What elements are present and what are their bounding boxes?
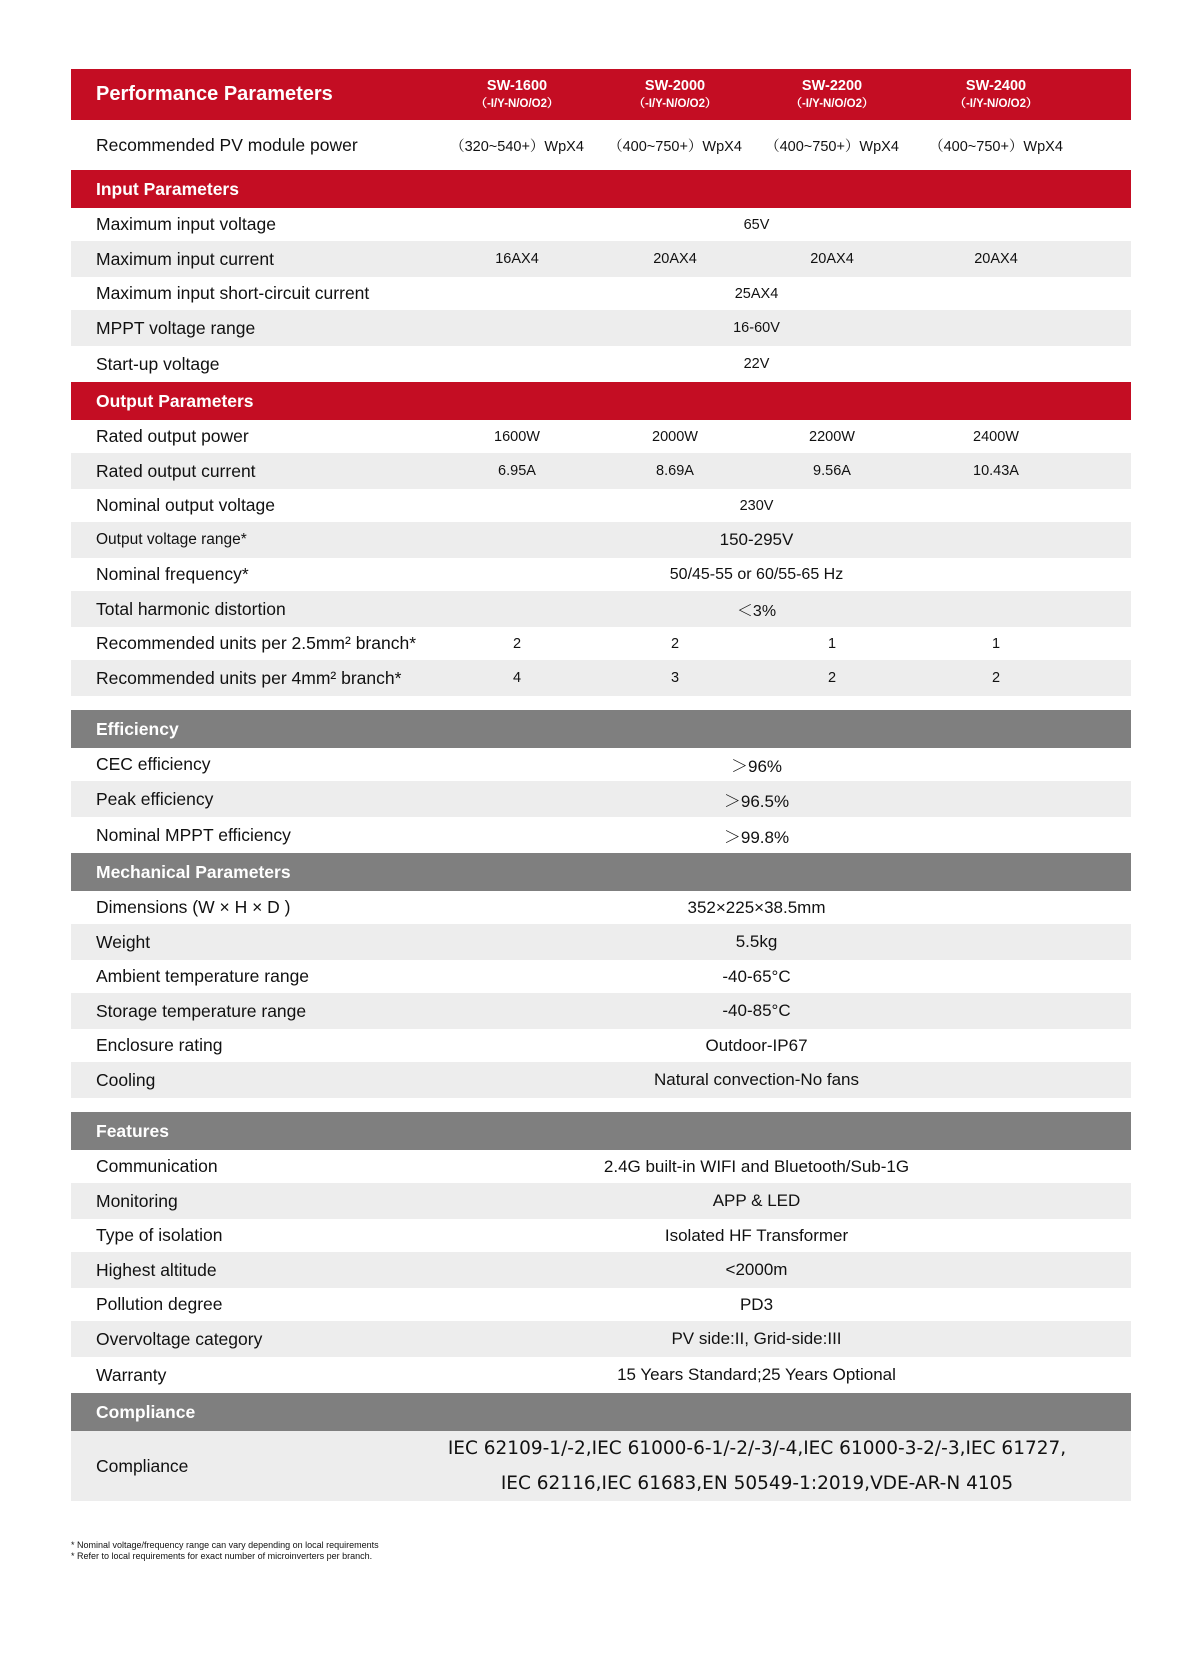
row-label: Rated output power	[96, 426, 249, 446]
row-value: 20AX4	[974, 251, 1018, 267]
table-row	[71, 817, 1131, 853]
row-value: 9.56A	[813, 463, 851, 479]
row-label: Output voltage range*	[96, 531, 247, 548]
table-row	[71, 1252, 1131, 1288]
row-value: 2000W	[652, 428, 698, 445]
table-row	[71, 420, 1131, 453]
row-value: 50/45-55 or 60/55-65 Hz	[669, 565, 844, 583]
row-label: Warranty	[96, 1364, 167, 1385]
model-column-1	[437, 78, 597, 111]
row-value: 2.4G built-in WIFI and Bluetooth/Sub-1G	[603, 1156, 910, 1176]
row-label: Recommended PV module power	[96, 134, 358, 155]
row-value: ＞96.5%	[723, 791, 790, 811]
table-row	[71, 1062, 1131, 1098]
row-value: （320~540+）WpX4	[450, 138, 584, 155]
row-value: 10.43A	[973, 463, 1019, 479]
row-value: 16-60V	[733, 320, 780, 336]
row-value: 8.69A	[656, 463, 694, 479]
section-title: Output Parameters	[96, 390, 254, 411]
row-label: Nominal output voltage	[96, 495, 275, 515]
section-title: Features	[96, 1120, 169, 1141]
row-value: PV side:II, Grid-side:III	[671, 1329, 842, 1348]
row-label: Type of isolation	[96, 1225, 223, 1245]
input-section-header	[71, 170, 1131, 208]
output-section-header	[71, 382, 1131, 420]
row-value: 352×225×38.5mm	[687, 897, 826, 917]
table-row	[71, 1219, 1131, 1252]
row-value: 1	[991, 635, 1001, 652]
model-name: SW-2000	[644, 78, 706, 94]
row-value: 2400W	[973, 428, 1019, 445]
row-value: 1600W	[494, 428, 540, 445]
row-label: Recommended units per 4mm² branch*	[96, 667, 402, 688]
row-label: Ambient temperature range	[96, 966, 310, 986]
footnote: * Refer to local requirements for exact number of microinverters per branch.	[71, 1551, 373, 1561]
table-row	[71, 781, 1131, 817]
row-value: Natural convection-No fans	[653, 1070, 860, 1089]
row-value: -40-85°C	[722, 1001, 791, 1020]
model-column-4	[916, 78, 1076, 111]
row-label: Total harmonic distortion	[96, 598, 286, 619]
table-row	[71, 241, 1131, 277]
table-row	[71, 558, 1131, 591]
section-title: Input Parameters	[96, 178, 239, 199]
model-name: SW-2200	[801, 78, 863, 94]
row-value: 16AX4	[495, 251, 539, 267]
row-value: 1	[827, 635, 837, 652]
row-value: <2000m	[725, 1260, 788, 1279]
table-row	[71, 660, 1131, 696]
table-row	[71, 489, 1131, 522]
row-value: 5.5kg	[735, 932, 778, 951]
row-value: （400~750+）WpX4	[608, 138, 742, 155]
row-value: 15 Years Standard;25 Years Optional	[617, 1365, 896, 1384]
row-label: Start-up voltage	[96, 353, 220, 374]
spec-sheet	[71, 69, 1131, 1501]
compliance-row	[71, 1431, 1131, 1501]
row-label: Enclosure rating	[96, 1035, 223, 1055]
section-gap	[71, 1098, 1131, 1112]
table-row	[71, 993, 1131, 1029]
table-row	[71, 208, 1131, 241]
compliance-line-1: IEC 62109-1/-2,IEC 61000-6-1/-2/-3/-4,IEC 61000-3-2/-3,IEC 61727,	[447, 1438, 1067, 1459]
row-label: Rated output current	[96, 460, 256, 481]
row-value: PD3	[739, 1294, 774, 1314]
table-row	[71, 1183, 1131, 1219]
table-row	[71, 1321, 1131, 1357]
row-label: Maximum input current	[96, 248, 274, 269]
row-value: （400~750+）WpX4	[929, 138, 1063, 155]
row-value: 2	[991, 670, 1001, 686]
row-value: 20AX4	[810, 251, 854, 267]
model-name: SW-2400	[965, 78, 1027, 94]
table-row	[71, 591, 1131, 627]
model-column-2	[595, 78, 755, 111]
row-value: 2	[670, 635, 680, 652]
table-row	[71, 522, 1131, 558]
performance-title: Performance Parameters	[96, 83, 333, 105]
row-value: ＞96%	[730, 757, 783, 776]
row-label: Nominal MPPT efficiency	[96, 824, 291, 845]
model-name: SW-1600	[486, 78, 548, 94]
pv-module-row	[71, 120, 1131, 170]
row-label: Compliance	[96, 1455, 189, 1476]
row-value: 6.95A	[498, 463, 536, 479]
row-value: ＜3%	[736, 602, 777, 620]
table-row	[71, 277, 1131, 310]
section-title: Mechanical Parameters	[96, 861, 291, 882]
table-row	[71, 346, 1131, 382]
row-value: 150-295V	[719, 530, 794, 549]
table-row	[71, 1357, 1131, 1393]
compliance-line-2: IEC 62116,IEC 61683,EN 50549-1:2019,VDE-AR-N 4105	[500, 1473, 1014, 1494]
section-gap	[71, 696, 1131, 710]
features-section-header	[71, 1112, 1131, 1150]
row-label: Pollution degree	[96, 1294, 223, 1314]
row-value: 2200W	[809, 428, 855, 445]
model-variant: （-I/Y-N/O/O2）	[633, 98, 717, 110]
row-label: Highest altitude	[96, 1259, 217, 1280]
row-value: APP & LED	[712, 1191, 801, 1210]
table-row	[71, 310, 1131, 346]
row-value: Isolated HF Transformer	[664, 1225, 849, 1245]
table-row	[71, 627, 1131, 660]
footnotes	[71, 1540, 379, 1562]
performance-header	[71, 69, 1131, 120]
table-row	[71, 960, 1131, 993]
table-row	[71, 891, 1131, 924]
row-label: Maximum input short-circuit current	[96, 283, 370, 303]
table-row	[71, 1029, 1131, 1062]
row-label: Communication	[96, 1156, 218, 1176]
row-value: 230V	[739, 497, 774, 514]
row-value: Outdoor-IP67	[705, 1035, 808, 1055]
table-row	[71, 924, 1131, 960]
table-row	[71, 748, 1131, 781]
table-row	[71, 453, 1131, 489]
row-label: Recommended units per 2.5mm² branch*	[96, 633, 417, 653]
mechanical-section-header	[71, 853, 1131, 891]
model-column-3	[752, 78, 912, 111]
row-value: 25AX4	[734, 285, 779, 302]
row-label: Maximum input voltage	[96, 214, 276, 234]
row-label: Dimensions (W × H × D )	[96, 897, 291, 917]
compliance-value	[417, 1431, 1097, 1501]
model-variant: （-I/Y-N/O/O2）	[475, 98, 559, 110]
row-value: 4	[512, 670, 522, 686]
row-value: 3	[670, 670, 680, 686]
row-value: 20AX4	[653, 251, 697, 267]
model-variant: （-I/Y-N/O/O2）	[790, 98, 874, 110]
row-value: 22V	[743, 356, 770, 372]
row-value: 65V	[743, 216, 770, 233]
row-value: （400~750+）WpX4	[765, 138, 899, 155]
row-value: 2	[512, 635, 522, 652]
row-label: Overvoltage category	[96, 1328, 263, 1349]
model-variant: （-I/Y-N/O/O2）	[954, 98, 1038, 110]
row-label: Weight	[96, 931, 151, 952]
row-label: Storage temperature range	[96, 1000, 307, 1021]
row-label: Nominal frequency*	[96, 564, 249, 584]
row-label: Peak efficiency	[96, 788, 214, 809]
section-title: Compliance	[96, 1401, 196, 1422]
table-row	[71, 1288, 1131, 1321]
section-title: Efficiency	[96, 718, 179, 739]
row-label: MPPT voltage range	[96, 317, 256, 338]
row-value: ＞99.8%	[723, 827, 790, 847]
row-value: -40-65°C	[722, 966, 791, 986]
footnote: * Nominal voltage/frequency range can vary depending on local requirements	[71, 1540, 379, 1550]
compliance-section-header	[71, 1393, 1131, 1431]
row-label: CEC efficiency	[96, 754, 211, 774]
efficiency-section-header	[71, 710, 1131, 748]
table-row	[71, 1150, 1131, 1183]
row-label: Cooling	[96, 1069, 156, 1090]
row-label: Monitoring	[96, 1190, 178, 1211]
row-value: 2	[827, 670, 837, 686]
